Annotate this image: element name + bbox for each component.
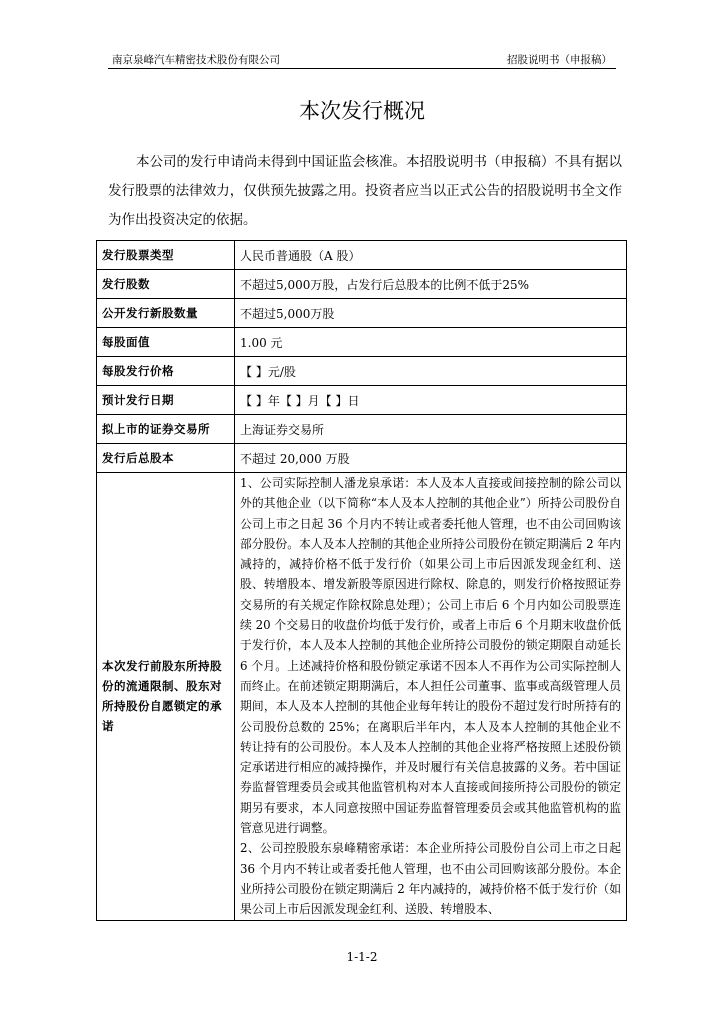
row-key: 公开发行新股数量 [97,299,235,328]
row-value: 不超过5,000万股，占发行后总股本的比例不低于25% [235,270,627,299]
commitment-paragraph-1: 1、公司实际控制人潘龙泉承诺：本人及本人直接或间接控制的除公司以外的其他企业（以下简称“本人及本人控制的其他企业”）所持公司股份自公司上市之日起 36 个月内不转让或者委托他人管理，也不由公司回购该部分股份。本人及本人控制的其他企业所持公司股份在锁定期满后 2 年内减持的，减持价格不低于发行价（如果公司上市后因派发现金红利、送股、转增股本、增发新股等原因进行除权、除息的，则发行价格按照证券交易所的有关规定作除权除息处理）；公司上市后 6 个月内如公司股票连续 20 个交易日的收盘价均低于发行价，或者上市后 6 个月期末收盘价低于发行价，本人及本人控制的其他企业所持公司股份的锁定期限自动延长 6 个月。上述减持价格和股份锁定承诺不因本人不再作为公司实际控制人而终止。在前述锁定期期满后，本人担任公司董事、监事或高级管理人员期间，本人及本人控制的其他企业每年转让的股份不超过发行时所持有的公司股份总数的 25%；在离职后半年内，本人及本人控制的其他企业不转让持有的公司股份。本人及本人控制的其他企业将严格按照上述股份锁定承诺进行相应的减持操作，并及时履行有关信息披露的义务。若中国证券监督管理委员会或其他监管机构对本人直接或间接所持公司股份的锁定期另有要求，本人同意按照中国证券监督管理委员会或其他监管机构的监管意见进行调整。 [240,476,621,836]
header-doc-title: 招股说明书（申报稿） [507,54,612,66]
row-key: 每股面值 [97,328,235,357]
row-key: 预计发行日期 [97,386,235,415]
row-value: 不超过 20,000 万股 [235,444,627,473]
table-row [97,299,627,328]
table-row [97,444,627,473]
table-row [97,386,627,415]
row-value: 1.00 元 [235,328,627,357]
row-key: 发行后总股本 [97,444,235,473]
table-row [97,357,627,386]
header-company: 南京泉峰汽车精密技术股份有限公司 [112,54,280,66]
row-value: 上海证券交易所 [235,415,627,444]
offering-table [96,240,627,921]
row-value: 【 】元/股 [235,357,627,386]
row-key: 拟上市的证券交易所 [97,415,235,444]
table-row [97,241,627,270]
page-number: 1-1-2 [346,950,378,964]
page-title: 本次发行概况 [299,99,425,123]
row-value: 【 】年【 】月【 】日 [235,386,627,415]
row-key: 发行股票类型 [97,241,235,270]
table-row [97,415,627,444]
intro-paragraph: 本公司的发行申请尚未得到中国证监会核准。本招股说明书（申报稿）不具有据以发行股票的法律效力，仅供预先披露之用。投资者应当以正式公告的招股说明书全文作为作出投资决定的依据。 [108,154,622,228]
row-key: 发行股数 [97,270,235,299]
commitment-text [235,473,627,921]
commitment-key: 本次发行前股东所持股份的流通限制、股东对所持股份自愿锁定的承诺 [97,473,235,921]
page-header [108,50,616,69]
row-key: 每股发行价格 [97,357,235,386]
commitment-paragraph-2: 2、公司控股股东泉峰精密承诺：本企业所持公司股份自公司上市之日起 36 个月内不转让或者委托他人管理，也不由公司回购该部分股份。本企业所持公司股份在锁定期满后 2 年内减持的，减持价格不低于发行价（如果公司上市后因派发现金红利、送股、转增股本、 [240,841,621,917]
row-value: 不超过5,000万股 [235,299,627,328]
table-row [97,270,627,299]
table-row [97,328,627,357]
row-value: 人民币普通股（A 股） [235,241,627,270]
commitment-row [97,473,627,921]
